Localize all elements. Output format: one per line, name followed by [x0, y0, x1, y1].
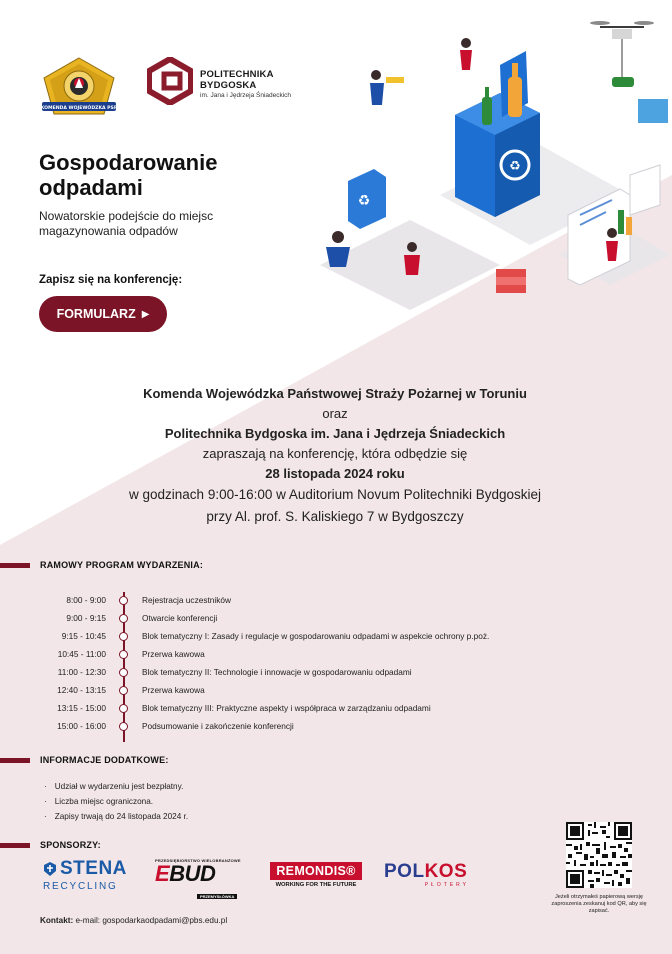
fire-service-logo-text: KOMENDA WOJEWÓDZKA PSP: [40, 105, 118, 111]
timeline-dot-icon: [119, 668, 128, 677]
program-item: [40, 610, 640, 626]
program-item: [40, 700, 640, 716]
timeline-dot-icon: [119, 632, 128, 641]
program-item-time: 15:00 - 16:00: [57, 721, 106, 731]
program-item-time: 12:40 - 13:15: [57, 685, 106, 695]
program-item: [40, 664, 640, 680]
svg-text:♻: ♻: [509, 159, 521, 174]
polkos-name-b: KOS: [424, 861, 468, 882]
timeline-dot-icon: [119, 596, 128, 605]
timeline-dot-icon: [119, 686, 128, 695]
qr-caption: Jeżeli otrzymałeś papierową wersję zaproszenia zeskanuj kod QR, aby się zapisać.: [551, 894, 647, 915]
university-name-line1: POLITECHNIKA: [200, 69, 274, 80]
invite-line: zapraszają na konferencję, która odbędzie się: [202, 446, 468, 461]
timeline-dot-icon: [119, 614, 128, 623]
program-item-text: Przerwa kawowa: [142, 685, 205, 695]
event-address: przy Al. prof. S. Kaliskiego 7 w Bydgoszczy: [206, 509, 464, 524]
stena-recycling-logo: [43, 858, 129, 892]
stena-sub: RECYCLING: [43, 881, 118, 892]
recycling-illustration: [300, 5, 672, 315]
university-name-line3: im. Jana i Jędrzeja Śniadeckich: [200, 92, 292, 99]
section-bar: [0, 758, 30, 763]
remondis-logo: [270, 862, 362, 888]
page-title: Gospodarowanie odpadami: [39, 150, 218, 200]
page-subtitle: Nowatorskie podejście do miejsc magazynowania odpadów: [39, 209, 214, 238]
program-item-time: 10:45 - 11:00: [57, 649, 106, 659]
program-item-time: 11:00 - 12:30: [57, 667, 106, 677]
info-heading-text: INFORMACJE DODATKOWE:: [40, 755, 169, 765]
svg-text:♻: ♻: [357, 193, 371, 209]
organizer-1: Komenda Wojewódzka Państwowej Straży Pożarnej w Toruniu: [143, 386, 527, 401]
polkos-logo: [384, 862, 479, 888]
organizer-2: Politechnika Bydgoska im. Jana i Jędrzeja Śniadeckich: [164, 426, 506, 441]
sponsors-heading: [0, 840, 101, 850]
organizer-conjunction: oraz: [322, 406, 348, 421]
program-item-text: Blok tematyczny I: Zasady i regulacje w gospodarowaniu odpadami w aspekcie ochrony p.poż.: [142, 631, 490, 641]
info-item: · Liczba miejsc ograniczona.: [44, 794, 188, 809]
program-item-time: 13:15 - 15:00: [57, 703, 106, 713]
polkos-sub: PŁOTERY: [424, 882, 469, 888]
play-arrow-icon: ▶: [141, 308, 150, 320]
program-item-text: Blok tematyczny II: Technologie i innowacje w gospodarowaniu odpadami: [142, 667, 412, 677]
event-date: 28 listopada 2024 roku: [265, 466, 405, 481]
remondis-name: REMONDIS®: [270, 862, 362, 880]
program-item: [40, 646, 640, 662]
invitation-block: [40, 384, 630, 528]
event-hours-place: w godzinach 9:00-16:00 w Auditorium Novum Politechniki Bydgoskiej: [129, 487, 541, 502]
program-heading-text: RAMOWY PROGRAM WYDARZENIA:: [40, 560, 204, 570]
qr-code-icon[interactable]: [566, 822, 632, 888]
ebud-logo: [155, 858, 245, 899]
info-heading: [0, 755, 169, 765]
university-logo: [147, 57, 317, 107]
section-bar: [0, 843, 30, 848]
program-item-text: Otwarcie konferencji: [142, 613, 218, 623]
program-item-text: Rejestracja uczestników: [142, 595, 231, 605]
sponsors-heading-text: SPONSORZY:: [40, 840, 101, 850]
program-item-time: 9:00 - 9:15: [66, 613, 106, 623]
contact-email[interactable]: e-mail: gospodarkaodpadami@pbs.edu.pl: [73, 916, 228, 925]
fire-service-logo-icon: [40, 56, 118, 120]
timeline-dot-icon: [119, 704, 128, 713]
contact-line: [40, 916, 227, 925]
timeline-dot-icon: [119, 722, 128, 731]
section-bar: [0, 563, 30, 568]
program-item: [40, 628, 640, 644]
ebud-bottom: PRZEMYSŁÓWKA: [197, 894, 237, 899]
registration-form-button[interactable]: [39, 296, 167, 332]
university-name-line2: BYDGOSKA: [200, 80, 257, 91]
ebud-name-b: BUD: [169, 861, 216, 886]
program-item: [40, 592, 640, 608]
registration-form-button-label: FORMULARZ: [56, 307, 136, 321]
program-item-text: Podsumowanie i zakończenie konferencji: [142, 721, 294, 731]
polkos-name-a: POL: [384, 861, 425, 882]
program-item-text: Przerwa kawowa: [142, 649, 205, 659]
info-item: · Zapisy trwają do 24 listopada 2024 r.: [44, 809, 188, 824]
program-item: [40, 718, 640, 734]
register-label: Zapisz się na konferencję:: [39, 274, 183, 286]
info-list: [44, 779, 188, 824]
stena-emblem-icon: [43, 861, 57, 877]
program-item: [40, 682, 640, 698]
program-item-time: 9:15 - 10:45: [61, 631, 106, 641]
info-item: · Udział w wydarzeniu jest bezpłatny.: [44, 779, 188, 794]
program-item-text: Blok tematyczny III: Praktyczne aspekty i współpraca w zarządzaniu odpadami: [142, 703, 431, 713]
stena-name: STENA: [60, 858, 127, 879]
contact-label: Kontakt:: [40, 916, 74, 925]
ebud-name-a: E: [155, 861, 170, 886]
university-emblem-icon: [147, 57, 193, 105]
ebud-top: PRZEDSIĘBIORSTWO WIELOBRANŻOWE: [155, 858, 241, 863]
program-heading: [0, 560, 203, 570]
sponsors-logos: [40, 856, 490, 899]
timeline-dot-icon: [119, 650, 128, 659]
remondis-sub: WORKING FOR THE FUTURE: [275, 882, 357, 888]
program-item-time: 8:00 - 9:00: [66, 595, 106, 605]
